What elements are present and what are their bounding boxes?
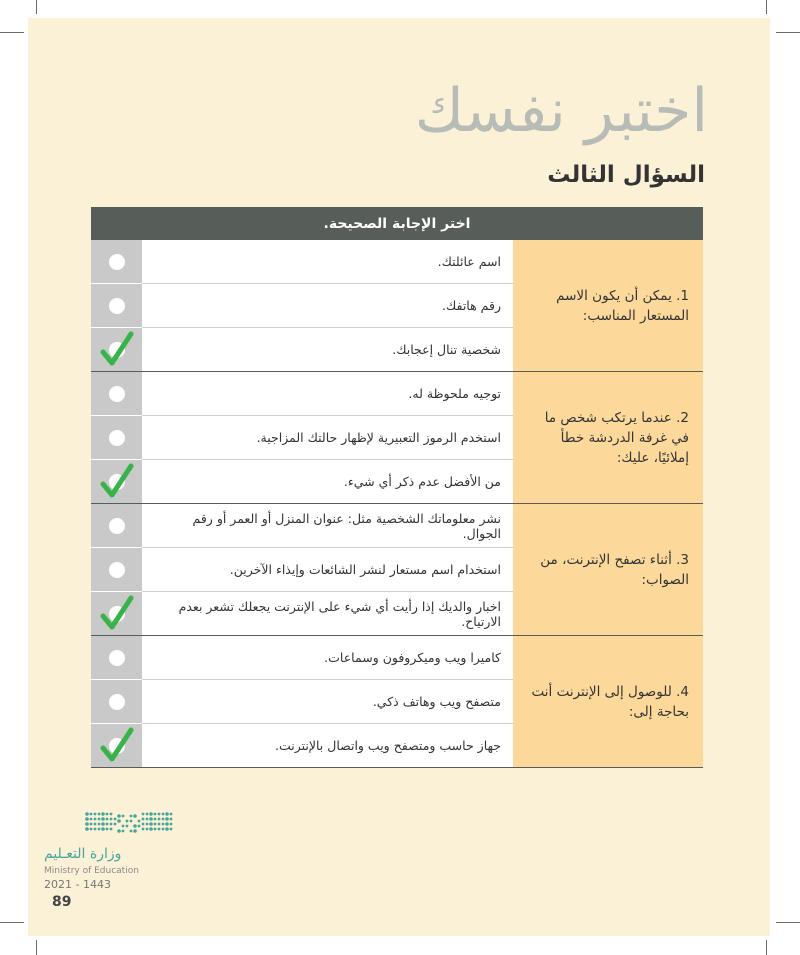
ministry-name-ar: وزارة التعـليم: [44, 846, 122, 862]
logo-dot: [154, 813, 157, 816]
logo-dot: [98, 828, 101, 831]
logo-dot: [154, 828, 157, 831]
table-row: [91, 240, 703, 284]
logo-dot: [106, 823, 109, 826]
logo-dot: [90, 818, 93, 821]
edition-year: 2021 - 1443: [44, 878, 111, 891]
answer-select-cell[interactable]: [91, 240, 142, 284]
logo-dot: [162, 828, 165, 831]
radio-button[interactable]: [109, 694, 125, 710]
logo-dot: [101, 822, 105, 826]
logo-dot: [94, 823, 97, 826]
logo-dot: [90, 823, 93, 826]
logo-dot: [170, 823, 173, 826]
table-row: [91, 372, 703, 416]
table-header: اختر الإجابة الصحيحة.: [91, 207, 703, 240]
crop-mark: [0, 32, 24, 33]
logo-dot: [106, 813, 109, 816]
radio-button[interactable]: [109, 650, 125, 666]
logo-dot: [85, 817, 89, 821]
logo-dot: [114, 818, 117, 821]
quiz-body: [91, 240, 703, 768]
question-section-title: السؤال الثالث: [547, 162, 705, 188]
logo-dot: [165, 822, 169, 826]
answer-select-cell[interactable]: [91, 592, 142, 636]
logo-dot: [106, 828, 109, 831]
checkmark-icon: [100, 462, 134, 500]
logo-dot: [98, 823, 101, 826]
logo-dot: [149, 827, 153, 831]
logo-dot: [110, 823, 113, 826]
logo-dot: [170, 813, 173, 816]
page-number: 89: [52, 894, 72, 910]
answer-option[interactable]: توجيه ملحوظة له.: [142, 372, 513, 416]
logo-dot: [122, 830, 125, 833]
question-text: 2. عندما يرتكب شخص ما في غرفة الدردشة خطأ إملائيًا، عليك:: [513, 372, 703, 504]
crop-mark: [36, 0, 37, 14]
checkmark-icon: [100, 726, 134, 764]
logo-dot: [149, 812, 153, 816]
logo-dot: [110, 828, 113, 831]
radio-button[interactable]: [109, 430, 125, 446]
logo-dot: [110, 813, 113, 816]
logo-dot: [146, 823, 149, 826]
logo-dot: [117, 814, 121, 818]
logo-dot: [162, 813, 165, 816]
answer-select-cell[interactable]: [91, 460, 142, 504]
question-text: 4. للوصول إلى الإنترنت أنت بحاجة إلى:: [513, 636, 703, 768]
checkmark-icon: [100, 594, 134, 632]
answer-select-cell[interactable]: [91, 416, 142, 460]
logo-dot: [149, 822, 153, 826]
logo-dot: [94, 813, 97, 816]
logo-dot: [90, 828, 93, 831]
logo-dot: [122, 815, 125, 818]
logo-dot: [94, 828, 97, 831]
logo-dot: [138, 820, 141, 823]
table-row: [91, 636, 703, 680]
logo-dot: [85, 827, 89, 831]
answer-option[interactable]: اسم عائلتك.: [142, 240, 513, 284]
logo-dot: [165, 827, 169, 831]
radio-button[interactable]: [109, 562, 125, 578]
logo-dot: [126, 825, 129, 828]
answer-select-cell[interactable]: [91, 504, 142, 548]
logo-dot: [138, 825, 141, 828]
logo-dot: [133, 824, 137, 828]
logo-dot: [98, 818, 101, 821]
logo-dot: [126, 820, 129, 823]
logo-dot: [158, 813, 161, 816]
table-row: [91, 504, 703, 548]
logo-dot: [170, 828, 173, 831]
crop-mark: [0, 922, 24, 923]
logo-dot: [106, 818, 109, 821]
answer-option[interactable]: اخبار والديك إذا رأيت أي شيء على الإنترنت يجعلك تشعر بعدم الارتياح.: [142, 592, 513, 636]
logo-dot: [154, 818, 157, 821]
logo-dot: [165, 817, 169, 821]
logo-dot: [162, 818, 165, 821]
logo-dot: [142, 823, 145, 826]
answer-select-cell[interactable]: [91, 724, 142, 768]
question-text: 1. يمكن أن يكون الاسم المستعار المناسب:: [513, 240, 703, 372]
logo-dot: [158, 828, 161, 831]
logo-dot: [117, 829, 121, 833]
logo-dot: [98, 813, 101, 816]
answer-option[interactable]: كاميرا ويب وميكروفون وسماعات.: [142, 636, 513, 680]
logo-dot: [142, 813, 145, 816]
ministry-logo-icon: [84, 810, 176, 840]
logo-dot: [162, 823, 165, 826]
radio-button[interactable]: [109, 298, 125, 314]
question-text: 3. أثناء تصفح الإنترنت، من الصواب:: [513, 504, 703, 636]
logo-dot: [165, 812, 169, 816]
quiz-table: [91, 207, 703, 768]
logo-dot: [142, 818, 145, 821]
answer-select-cell[interactable]: [91, 328, 142, 372]
checkmark-icon: [100, 330, 134, 368]
answer-option[interactable]: جهاز حاسب ومتصفح ويب واتصال بالإنترنت.: [142, 724, 513, 768]
logo-dot: [85, 822, 89, 826]
logo-dot: [130, 815, 133, 818]
crop-mark: [766, 940, 767, 955]
logo-dot: [101, 817, 105, 821]
logo-dot: [158, 823, 161, 826]
answer-option[interactable]: نشر معلوماتك الشخصية مثل: عنوان المنزل أو العمر أو رقم الجوال.: [142, 504, 513, 548]
logo-dot: [158, 818, 161, 821]
crop-mark: [766, 0, 767, 14]
crop-mark: [776, 32, 800, 33]
logo-dot: [110, 818, 113, 821]
logo-dot: [114, 823, 117, 826]
radio-button[interactable]: [109, 254, 125, 270]
answer-select-cell[interactable]: [91, 548, 142, 592]
logo-dot: [154, 823, 157, 826]
answer-select-cell[interactable]: [91, 372, 142, 416]
logo-dot: [170, 818, 173, 821]
answer-option[interactable]: شخصية تنال إعجابك.: [142, 328, 513, 372]
logo-dot: [142, 828, 145, 831]
answer-option[interactable]: متصفح ويب وهاتف ذكي.: [142, 680, 513, 724]
answer-option[interactable]: رقم هاتفك.: [142, 284, 513, 328]
answer-select-cell[interactable]: [91, 636, 142, 680]
answer-option[interactable]: استخدم الرموز التعبيرية لإظهار حالتك المزاجية.: [142, 416, 513, 460]
logo-dot: [130, 830, 133, 833]
logo-dot: [133, 814, 137, 818]
ministry-name-en: Ministry of Education: [44, 866, 139, 876]
crop-mark: [36, 940, 37, 955]
logo-dot: [90, 813, 93, 816]
answer-select-cell[interactable]: [91, 680, 142, 724]
logo-dot: [146, 818, 149, 821]
logo-dot: [133, 829, 137, 833]
answer-select-cell[interactable]: [91, 284, 142, 328]
logo-dot: [101, 827, 105, 831]
logo-dot: [101, 812, 105, 816]
logo-dot: [146, 813, 149, 816]
logo-dot: [130, 820, 133, 823]
page-title: اختبر نفسك: [414, 76, 708, 146]
radio-button[interactable]: [109, 386, 125, 402]
logo-dot: [94, 818, 97, 821]
crop-mark: [776, 922, 800, 923]
logo-dot: [122, 825, 125, 828]
radio-button[interactable]: [109, 518, 125, 534]
logo-dot: [117, 819, 121, 823]
answer-option[interactable]: من الأفضل عدم ذكر أي شيء.: [142, 460, 513, 504]
logo-dot: [85, 812, 89, 816]
logo-dot: [149, 817, 153, 821]
answer-option[interactable]: استخدام اسم مستعار لنشر الشائعات وإيذاء الآخرين.: [142, 548, 513, 592]
logo-dot: [146, 828, 149, 831]
